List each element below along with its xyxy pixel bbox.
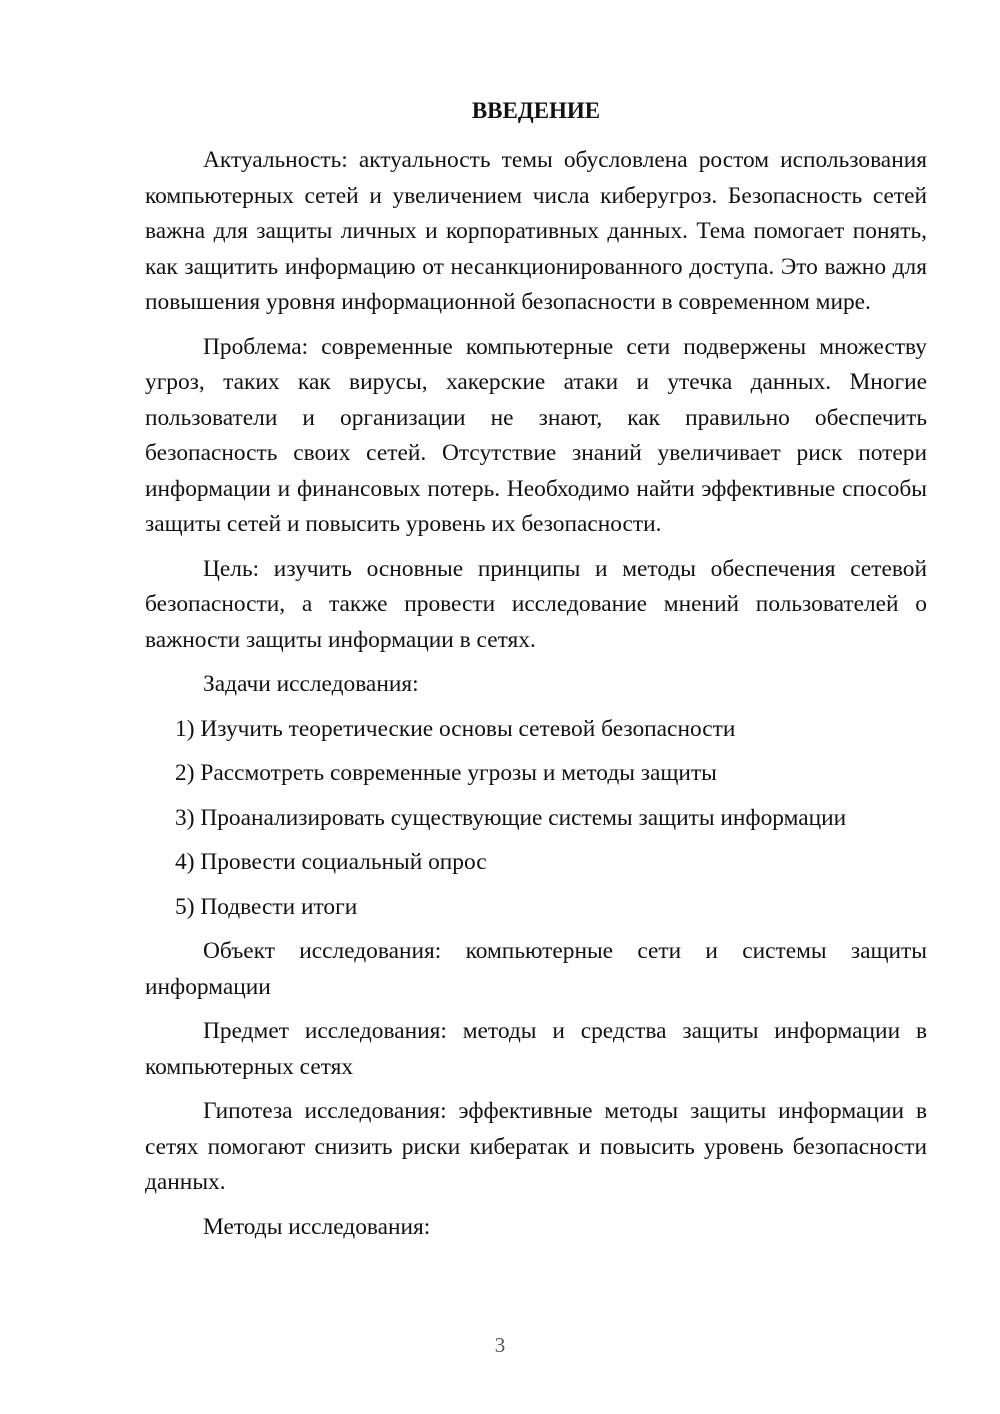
tasks-heading: Задачи исследования:: [203, 671, 419, 697]
task-item-2: 2) Рассмотреть современные угрозы и методы защиты: [175, 760, 717, 786]
task-item-3: 3) Проанализировать существующие системы защиты информации: [175, 804, 847, 831]
section-title: ВВЕДЕНИЕ: [471, 98, 601, 123]
task-item-1: 1) Изучить теоретические основы сетевой безопасности: [175, 715, 736, 742]
paragraph-subject: Предмет исследования: методы и средства защиты информации в компьютерных сетях: [145, 1018, 927, 1080]
paragraph-object: Объект исследования: компьютерные сети и системы защиты информации: [145, 938, 927, 1000]
page-number: 3: [494, 1333, 506, 1357]
page-body: [145, 143, 927, 1245]
tasks-list: [145, 712, 927, 926]
task-item-5: 5) Подвести итоги: [175, 893, 358, 920]
paragraph-hypothesis: Гипотеза исследования: эффективные методы защиты информации в сетях помогают снизить риски кибератак и повысить уровень безопасности данных.: [145, 1098, 927, 1195]
paragraph-problem: Проблема: современные компьютерные сети подвержены множеству угроз, таких как вирусы, хакерские атаки и утечка данных. Многие пользователи и организации не знают, как правильно обеспечить безопасность своих сетей. Отсутствие знаний увеличивает риск потери информации и финансовых потерь. Необходимо найти эффективные способы защиты сетей и повысить уровень их безопасности.: [145, 333, 927, 537]
task-item-4: 4) Провести социальный опрос: [175, 849, 487, 875]
paragraph-relevance: Актуальность: актуальность темы обусловлена ростом использования компьютерных сетей и увеличением числа киберугроз. Безопасность сетей важна для защиты личных и корпоративных данных. Тема помогает понять, как защитить информацию от несанкционированного доступа. Это важно для повышения уровня информационной безопасности в современном мире.: [145, 147, 927, 315]
methods-heading: Методы исследования:: [203, 1213, 431, 1240]
paragraph-goal: Цель: изучить основные принципы и методы обеспечения сетевой безопасности, а также провести исследование мнений пользователей о важности защиты информации в сетях.: [145, 555, 927, 653]
